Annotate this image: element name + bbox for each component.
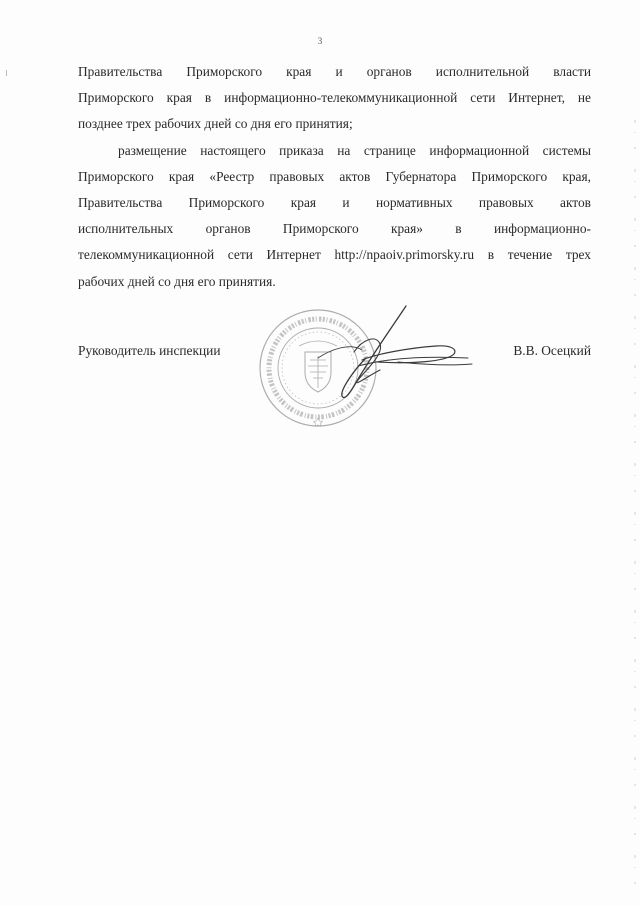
- paragraph2-line6: рабочих дней со дня его принятия.: [78, 273, 276, 289]
- paragraph2-line2: Приморского края «Реестр правовых актов Губернатора Приморского края,: [78, 168, 591, 184]
- document-body: [78, 59, 591, 295]
- handwritten-signature-icon: [318, 306, 472, 398]
- signatory-name: В.В. Осецкий: [513, 343, 591, 358]
- paragraph2-line3: Правительства Приморского края и нормативных правовых актов: [78, 195, 591, 211]
- page-number: 3: [317, 36, 323, 46]
- paragraph2-line4: исполнительных органов Приморского края» в информационно-: [78, 221, 591, 237]
- signatory-position: Руководитель инспекции: [78, 343, 221, 358]
- paragraph1-line3: позднее трех рабочих дней со дня его принятия;: [78, 116, 353, 132]
- official-seal-with-signature: [258, 300, 478, 440]
- paragraph1-line2: Приморского края в информационно-телекоммуникационной сети Интернет, не: [78, 90, 591, 106]
- scan-edge-mark: [6, 70, 7, 76]
- paragraph2-line5: телекоммуникационной сети Интернет http://npaoiv.primorsky.ru в течение трех: [78, 247, 591, 263]
- paragraph1-line1: Правительства Приморского края и органов исполнительной власти: [78, 64, 591, 79]
- seal-stamp-icon: [260, 310, 376, 427]
- scan-edge-noise: [634, 120, 636, 900]
- paragraph2-line1: размещение настоящего приказа на странице информационной системы: [118, 142, 591, 158]
